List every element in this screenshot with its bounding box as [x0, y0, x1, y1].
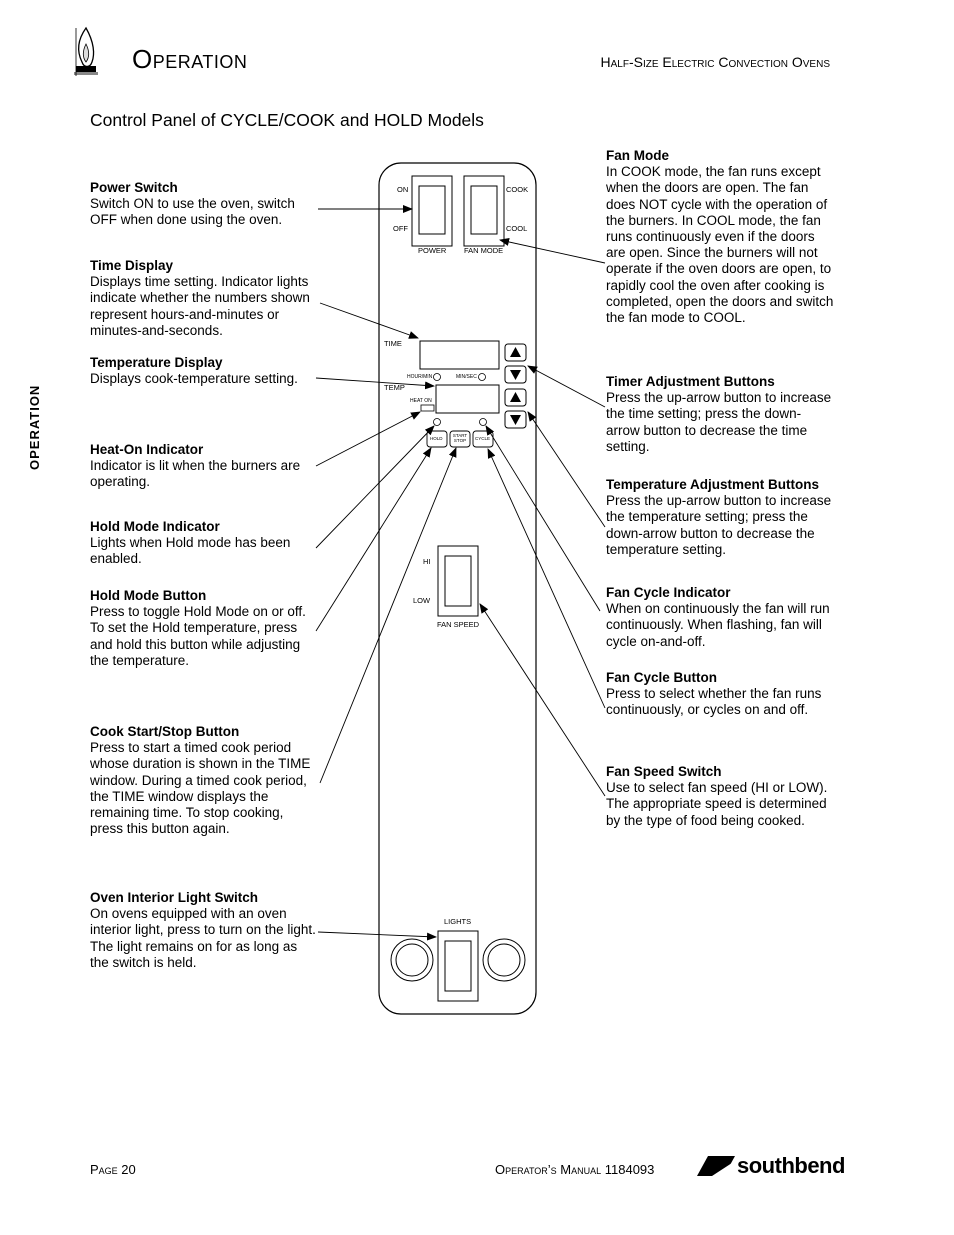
section-title: Control Panel of CYCLE/COOK and HOLD Models [90, 110, 484, 130]
time-display [420, 341, 499, 369]
header-subtitle: Half-Size Electric Convection Ovens [600, 54, 830, 70]
callout-title: Hold Mode Button [90, 588, 207, 603]
panel-low-label: LOW [413, 596, 431, 605]
callout-timer-adjustment [606, 374, 834, 455]
panel-fan-mode-label: FAN MODE [464, 246, 504, 255]
callout-time-display [90, 258, 318, 339]
callout-text: When on continuously the fan will run continuously. When flashing, fan will cycle on-and-off. [606, 601, 830, 649]
callout-fan-mode [606, 148, 834, 326]
fan-cycle-indicator [480, 419, 487, 426]
side-tab-label: OPERATION [27, 384, 42, 470]
brand-name: southbend [737, 1153, 845, 1178]
southbend-logo-icon [697, 1156, 735, 1176]
callout-title: Cook Start/Stop Button [90, 724, 240, 739]
panel-lights-label: LIGHTS [444, 917, 472, 926]
callout-title: Heat-On Indicator [90, 442, 204, 457]
callout-text: Use to select fan speed (HI or LOW). The appropriate speed is determined by the type of food being cooked. [606, 780, 828, 828]
callout-text: Press to select whether the fan runs continuously, or cycles on and off. [606, 686, 822, 718]
panel-fan-speed-label: FAN SPEED [437, 620, 480, 629]
callout-text: Press to start a timed cook period whose duration is shown in the TIME window. During a timed cook period, the TIME window displays the remaining time. To stop cooking, press this button again. [90, 740, 311, 837]
panel-hold-label: HOLD [430, 436, 443, 441]
callout-text: In COOK mode, the fan runs except when the doors are open. The fan does NOT cycle with the operation of the burners. In COOL mode, the fan runs continuously even if the doors are open. Since the burners will not operate if the oven doors are open, to rapidly cool the oven after cooking is completed, open the doors and switch the fan mode to COOL. [606, 164, 834, 326]
callout-fan-speed-switch [606, 764, 834, 829]
callout-title: Power Switch [90, 180, 178, 195]
callout-text: Lights when Hold mode has been enabled. [90, 535, 291, 567]
panel-time-label: TIME [384, 339, 402, 348]
callout-text: Press the up-arrow button to increase the time setting; press the down-arrow button to decrease the time setting. [606, 390, 832, 454]
time-down-button[interactable] [505, 366, 526, 383]
callout-text: Displays cook-temperature setting. [90, 371, 298, 387]
lights-switch[interactable] [438, 931, 478, 1001]
panel-min-sec-label: MIN/SEC [456, 374, 477, 380]
callout-text: Press the up-arrow button to increase the temperature setting; press the down-arrow button to decrease the temperature setting. [606, 493, 832, 557]
callout-temperature-adjustment [606, 477, 834, 558]
callout-fan-cycle-button [606, 670, 834, 719]
panel-hr-min-label: HOUR/MIN [407, 374, 433, 380]
control-panel-outline [379, 163, 536, 1014]
page-number: Page 20 [90, 1162, 136, 1177]
callout-title: Timer Adjustment Buttons [606, 374, 775, 389]
flame-logo-icon [74, 28, 98, 75]
min-sec-indicator [479, 374, 486, 381]
left-knob-icon [391, 939, 433, 981]
callout-cook-start-stop [90, 724, 318, 837]
callout-title: Fan Cycle Indicator [606, 585, 731, 600]
callout-text: On ovens equipped with an oven interior light, press to turn on the light. The light remains on for as long as the switch is held. [90, 906, 316, 970]
callout-text: Displays time setting. Indicator lights indicate whether the numbers shown represent hours-and-minutes or minutes-and-seconds. [90, 274, 310, 338]
callout-hold-mode-button [90, 588, 318, 669]
hold-mode-indicator [434, 419, 441, 426]
callout-title: Oven Interior Light Switch [90, 890, 259, 905]
callout-title: Time Display [90, 258, 174, 273]
panel-off-label: OFF [393, 224, 408, 233]
panel-power-label: POWER [418, 246, 447, 255]
manual-number: Operator’s Manual 1184093 [495, 1162, 655, 1177]
heat-on-indicator [421, 405, 434, 411]
page-title: Operation [132, 44, 248, 74]
temperature-display [436, 385, 499, 413]
temp-down-button[interactable] [505, 411, 526, 428]
callout-title: Fan Speed Switch [606, 764, 722, 779]
panel-temp-label: TEMP [384, 383, 405, 392]
panel-cook-label: COOK [506, 185, 529, 194]
callout-power-switch [90, 180, 318, 229]
temp-up-button[interactable] [505, 389, 526, 406]
fan-speed-switch[interactable] [438, 546, 478, 616]
hour-min-indicator [434, 374, 441, 381]
callout-title: Fan Mode [606, 148, 669, 163]
callout-title: Fan Cycle Button [606, 670, 718, 685]
time-up-button[interactable] [505, 344, 526, 361]
callout-text: Indicator is lit when the burners are operating. [90, 458, 301, 490]
panel-on-label: ON [397, 185, 409, 194]
panel-hi-label: HI [423, 557, 431, 566]
callout-fan-cycle-indicator [606, 585, 834, 650]
panel-heat-on-label: HEAT ON [410, 398, 432, 404]
callout-heat-on-indicator [90, 442, 318, 491]
right-knob-icon [483, 939, 525, 981]
callout-title: Temperature Adjustment Buttons [606, 477, 820, 492]
panel-start-stop-label: START STOP [452, 433, 468, 443]
callout-text: Switch ON to use the oven, switch OFF when done using the oven. [90, 196, 295, 228]
leader-lines [316, 209, 605, 937]
callout-oven-light-switch [90, 890, 318, 971]
power-switch[interactable] [412, 176, 452, 246]
callout-temperature-display [90, 355, 318, 387]
panel-cool-label: COOL [506, 224, 528, 233]
callout-title: Temperature Display [90, 355, 223, 370]
callout-hold-mode-indicator [90, 519, 318, 568]
panel-cycle-label: CYCLE [475, 436, 491, 441]
fan-mode-switch[interactable] [464, 176, 504, 246]
callout-title: Hold Mode Indicator [90, 519, 220, 534]
callout-text: Press to toggle Hold Mode on or off. To set the Hold temperature, press and hold this button while adjusting the temperature. [90, 604, 306, 668]
